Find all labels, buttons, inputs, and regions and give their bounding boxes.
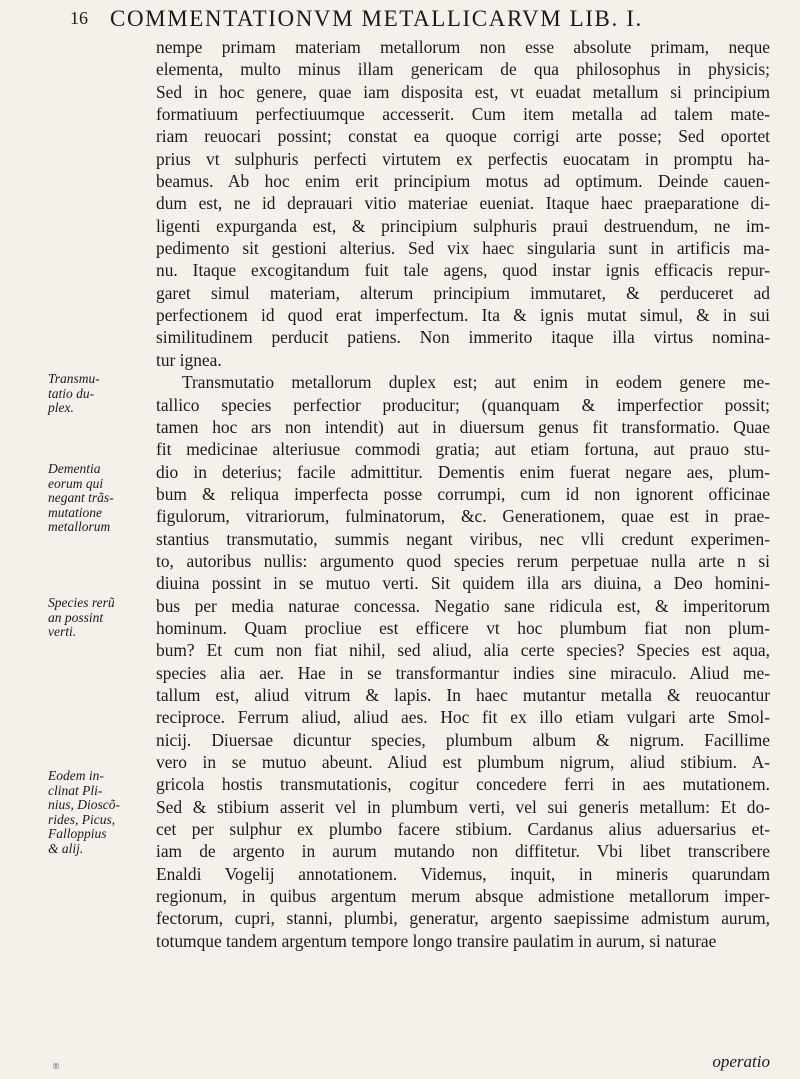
text-line: pedimento sit gestioni alterius. Sed vix haec singularia sunt in artificis ma- <box>156 238 770 259</box>
catchword: operatio <box>712 1052 770 1071</box>
text-line: dum est, ne id deprauari vitio materiae eueniat. Itaque haec praeparatione di- <box>156 193 770 214</box>
main-text-block <box>156 36 770 952</box>
running-head <box>70 6 770 36</box>
margin-note-line: & alij. <box>48 840 84 856</box>
text-line: formatiuum perfectiuumque accesserit. Cum item metalla ad talem mate- <box>156 104 770 125</box>
text-line: reciproce. Ferrum aliud, aliud aes. Hoc fit ex illo etiam vulgari arte Smol- <box>156 707 770 728</box>
text-line: Sed in hoc genere, quae iam disposita est, vt euadat metallum si principium <box>156 81 770 102</box>
page-number: 16 <box>70 8 88 28</box>
margin-note-line: Transmu- <box>48 371 100 386</box>
text-line: nempe primam materiam metallorum non esse absolute primam, neque <box>156 37 770 57</box>
text-line: fectorum, cupri, stanni, plumbi, generatur, argento saepissime admistum aurum, <box>156 908 770 929</box>
text-line: cet per sulphur ex plumbo facere stibium. Cardanus alius aduersarius et- <box>156 819 770 840</box>
margin-note-line: mutatione <box>48 504 102 520</box>
text-line: species alia aer. Hae in se transformantur indies sine miraculo. Aliud me- <box>156 662 770 683</box>
text-line: beamus. Ab hoc enim erit principium motus ad optimum. Deinde cauen- <box>156 171 770 192</box>
text-line: figulorum, vitrariorum, fulminatorum, &c. Generationem, quae est in prae- <box>156 506 770 527</box>
margin-note-line: an possint <box>48 609 104 625</box>
text-line: stantius transmutatio, summis negant viribus, nec vlli credunt experimen- <box>156 528 770 549</box>
text-line: to, autoribus nullis: argumento quod species rerum perpetuae nulla arte n si <box>156 550 770 571</box>
margin-note-line: Falloppius <box>48 826 107 842</box>
text-line: dio in deterius; facile admittitur. Dementis enim fuerat negare aes, plum- <box>156 461 770 482</box>
margin-note-line: nius, Dioscõ- <box>48 797 120 813</box>
margin-note-species <box>48 596 152 640</box>
text-line: bum? Et cum non fiat nihil, sed aliud, alia certe species? Species est aqua, <box>156 640 770 661</box>
text-line: nicij. Diuersae dicuntur species, plumbum album & nigrum. Facillime <box>156 729 770 750</box>
text-line: perfectionem id quod erat imperfectum. Ita & ignis mutat simul, & in sui <box>156 305 770 326</box>
text-line: hominum. Quam procliue est efficere vt hoc plumbum fiat non plum- <box>156 617 770 638</box>
text-line: tamen hoc ars non intendit) aut in diuersum genus fit transformatio. Quae <box>156 416 770 437</box>
text-line: Sed & stibium asserit vel in plumbum verti, vel sui generis metallum: Et do- <box>156 796 770 817</box>
running-title: COMMENTATIONVM METALLICARVM LIB. I. <box>110 6 643 31</box>
margin-note-line: verti. <box>48 624 77 640</box>
text-line: bum & reliqua imperfecta posse corrumpi, cum id non ignorent officinae <box>156 483 770 504</box>
text-line: Transmutatio metallorum duplex est; aut enim in eodem genere me- <box>182 372 770 393</box>
text-line: nu. Itaque excogitandum fuit tale agens, quod instar ignis efficacis repur- <box>156 260 770 281</box>
text-line: ligenti expurganda est, & principium sulphuris praui destruendum, ne im- <box>156 215 770 236</box>
text-line: fit medicinae alteriusue commodi gratia; aut etiam fortuna, aut prauo stu- <box>156 439 770 460</box>
text-line: gricola hostis transmutationis, cogitur concedere ferri in aes mutationem. <box>156 774 770 795</box>
text-line: bus per media naturae concessa. Negatio sane ridicula est, & imperitorum <box>156 595 770 616</box>
margin-note-line: Species rerũ <box>48 595 115 610</box>
margin-note-line: Eodem in- <box>48 768 104 783</box>
text-line: totumque tandem argentum tempore longo transire paulatim in aurum, si naturae <box>156 930 717 951</box>
text-line: elementa, multo minus illam genericam de qua philosophus in physicis; <box>156 59 770 80</box>
text-line: prius vt sulphuris perfecti virtutem ex perfectis euocatam in promptu ha- <box>156 148 770 169</box>
text-line: tur ignea. <box>156 349 222 370</box>
margin-note-line: metallorum <box>48 519 111 535</box>
corner-mark: ® <box>52 1062 60 1071</box>
text-line: vero in se mutuo abeunt. Aliud est plumbum nigrum, aliud stibium. A- <box>156 752 770 772</box>
margin-note-dementia <box>48 462 152 535</box>
margin-note-line: Dementia <box>48 461 101 476</box>
margin-note-line: rides, Picus, <box>48 811 116 827</box>
text-line: iam de argento in aurum mutando non diffitetur. Vbi libet transcribere <box>156 841 770 862</box>
text-line: garet simul materiam, alterum principium immutaret, & perduceret ad <box>156 282 770 303</box>
margin-note-transmutatio <box>48 372 152 416</box>
margin-note-line: negant trãs- <box>48 490 114 506</box>
margin-note-line: eorum qui <box>48 475 104 491</box>
text-line: Enaldi Vogelij annotationem. Videmus, inquit, in mineris quarundam <box>156 863 770 884</box>
text-line: tallico species perfectior producitur; (quanquam & imperfectior possit; <box>156 394 770 415</box>
text-line: diuina possint in se mutuo verti. Sit quidem illa ars diuina, a Deo homini- <box>156 573 770 594</box>
text-line: tallum est, aliud vitrum & lapis. In haec mutantur metalla & reuocantur <box>156 684 770 705</box>
margin-note-line: clinat Pli- <box>48 782 103 798</box>
text-line: similitudinem perducit patiens. Non immerito itaque illa virtus nomina- <box>156 327 770 348</box>
text-line: regionum, in quibus argentum merum absque admistione metallorum imper- <box>156 886 770 907</box>
margin-note-line: tatio du- <box>48 385 95 401</box>
margin-note-line: plex. <box>48 400 74 416</box>
margin-note-eodem <box>48 769 152 857</box>
text-line: riam reuocari possint; constat ea quoque corrigi arte posse; Sed oportet <box>156 126 770 147</box>
